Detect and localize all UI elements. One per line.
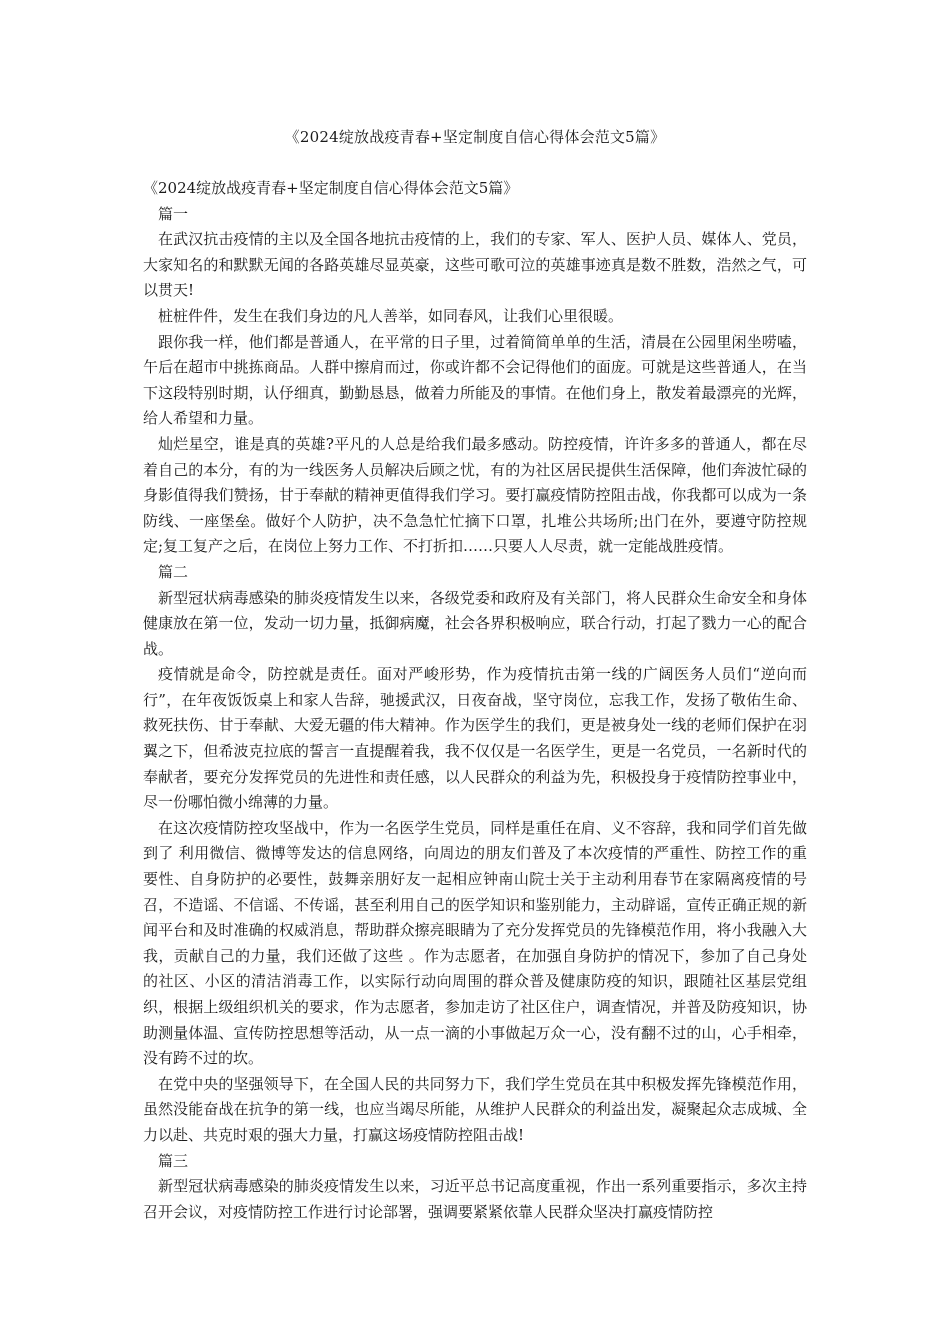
document-heading: 《2024绽放战疫青春+坚定制度自信心得体会范文5篇》 [143,179,519,197]
document-body [143,176,807,1225]
paragraph: 疫情就是命令，防控就是责任。面对严峻形势，作为疫情抗击第一线的广阔医务人员们“逆向而行”，在年夜饭饭桌上和家人告辞，驰援武汉，日夜奋战，坚守岗位，忘我工作，发扬了敬佑生命、救死扶伤、甘于奉献、大爱无疆的伟大精神。作为医学生的我们，更是被身处一线的老师们保护在羽翼之下，但希波克拉底的誓言一直提醒着我，我不仅仅是一名医学生，更是一名党员，一名新时代的奉献者，要充分发挥党员的先进性和责任感，以人民群众的利益为先，积极投身于疫情防控事业中，尽一份哪怕微小绵薄的力量。 [143,665,807,812]
paragraph: 新型冠状病毒感染的肺炎疫情发生以来，习近平总书记高度重视，作出一系列重要指示，多次主持召开会议，对疫情防控工作进行讨论部署，强调要紧紧依靠人民群众坚决打赢疫情防控 [143,1177,807,1221]
section-label-2: 篇二 [158,562,189,581]
paragraph: 在党中央的坚强领导下，在全国人民的共同努力下，我们学生党员在其中积极发挥先锋模范作用，虽然没能奋战在抗争的第一线，也应当竭尽所能，从维护人民群众的利益出发，凝聚起众志成城、全力以赴、共克时艰的强大力量，打赢这场疫情防控阻击战! [143,1074,807,1144]
page-title: 《2024绽放战疫青春+坚定制度自信心得体会范文5篇》 [284,128,666,146]
section-label-3: 篇三 [158,1151,189,1170]
paragraph: 在这次疫情防控攻坚战中，作为一名医学生党员，同样是重任在肩、义不容辞，我和同学们首先做到了 利用微信、微博等发达的信息网络，向周边的朋友们普及了本次疫情的严重性、防控工作的重要性、自身防护的必要性，鼓舞亲朋好友一起相应钟南山院士关于主动利用春节在家隔离疫情的号召，不造谣、不信谣、不传谣，甚至利用自己的医学知识和鉴别能力，主动辟谣，宣传正确正规的新闻平台和及时准确的权威消息，帮助群众擦亮眼睛为了充分发挥党员的先锋模范作用，将小我融入大我，贡献自己的力量，我们还做了这些 。作为志愿者，在加强自身防护的情况下，参加了自己身处的社区、小区的清洁消毒工作，以实际行动向周围的群众普及健康防疫的知识，跟随社区基层党组织，根据上级组织机关的要求，作为志愿者，参加走访了社区住户，调查情况，并普及防疫知识，协助测量体温、宣传防控思想等活动，从一点一滴的小事做起万众一心，没有翻不过的山，心手相牵，没有跨不过的坎。 [143,818,807,1068]
paragraph: 跟你我一样，他们都是普通人，在平常的日子里，过着简简单单的生活，清晨在公园里闲坐唠嗑，午后在超市中挑拣商品。人群中擦肩而过，你或许都不会记得他们的面庞。可就是这些普通人，在当下这段特别时期，认伃细真，勤勤恳恳，做着力所能及的事情。在他们身上，散发着最漂亮的光辉，给人希望和力量。 [143,332,807,428]
paragraph: 新型冠状病毒感染的肺炎疫情发生以来，各级党委和政府及有关部门，将人民群众生命安全和身体健康放在第一位，发动一切力量，抵御病魔，社会各界积极响应，联合行动，打起了戮力一心的配合战。 [143,588,807,658]
paragraph: 桩桩件件，发生在我们身边的凡人善举，如同春风，让我们心里很暖。 [158,306,624,325]
paragraph: 灿烂星空，谁是真的英雄?平凡的人总是给我们最多感动。防控疫情，许许多多的普通人，都在尽着自己的本分，有的为一线医务人员解决后顾之忧，有的为社区居民提供生活保障，他们奔波忙碌的身影值得我们赞扬，甘于奉献的精神更值得我们学习。要打赢疫情防控阻击战，你我都可以成为一条防线、一座堡垒。做好个人防护，决不急急忙忙摘下口罩，扎堆公共场所;出门在外，要遵守防控规定;复工复产之后，在岗位上努力工作、不打折扣……只要人人尽责，就一定能战胜疫情。 [143,434,807,556]
paragraph: 在武汉抗击疫情的主以及全国各地抗击疫情的上，我们的专家、军人、医护人员、媒体人、党员，大家知名的和默默无闻的各路英雄尽显英豪，这些可歌可泣的英雄事迹真是数不胜数，浩然之气，可以贯天! [143,230,807,300]
section-label-1: 篇一 [158,204,189,223]
